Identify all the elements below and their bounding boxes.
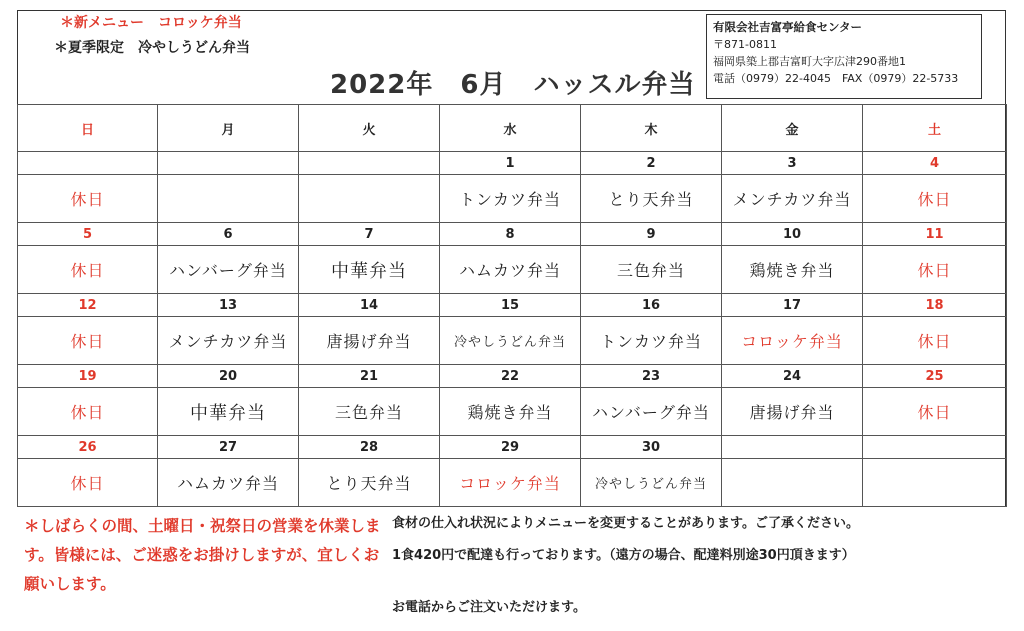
date-cell: 14: [299, 294, 440, 317]
weekday-header-row: [18, 105, 1007, 152]
menu-row: [18, 317, 1007, 365]
menu-cell: 休日: [863, 388, 1007, 436]
menu-cell: 休日: [863, 175, 1007, 223]
date-cell: 10: [722, 223, 863, 246]
date-cell: [18, 152, 158, 175]
menu-cell: [158, 175, 299, 223]
date-cell: 19: [18, 365, 158, 388]
date-cell: 13: [158, 294, 299, 317]
weekday-fri: 金: [722, 105, 863, 152]
date-cell: 28: [299, 436, 440, 459]
date-cell: 23: [581, 365, 722, 388]
date-cell: 7: [299, 223, 440, 246]
menu-cell: 休日: [18, 459, 158, 507]
date-cell: 4: [863, 152, 1007, 175]
date-cell: 24: [722, 365, 863, 388]
weekday-wed: 水: [440, 105, 581, 152]
date-cell: 11: [863, 223, 1007, 246]
menu-cell: 休日: [18, 175, 158, 223]
company-postal: 〒871-0811: [713, 38, 777, 51]
menu-cell: [299, 175, 440, 223]
menu-cell: トンカツ弁当: [581, 317, 722, 365]
date-cell: 27: [158, 436, 299, 459]
date-cell: [722, 436, 863, 459]
menu-cell: コロッケ弁当: [440, 459, 581, 507]
date-cell: 8: [440, 223, 581, 246]
menu-row: [18, 175, 1007, 223]
date-cell: 6: [158, 223, 299, 246]
menu-cell: 休日: [863, 246, 1007, 294]
date-cell: 20: [158, 365, 299, 388]
closure-notice: ＊しばらくの間、土曜日・祝祭日の営業を休業します。皆様には、ご迷惑をお掛けしますが、宜しくお願いします。: [24, 517, 381, 593]
date-cell: 21: [299, 365, 440, 388]
menu-cell: ハンバーグ弁当: [158, 246, 299, 294]
menu-cell: 冷やしうどん弁当: [581, 459, 722, 507]
date-cell: 17: [722, 294, 863, 317]
date-row: [18, 436, 1007, 459]
menu-cell: 三色弁当: [581, 246, 722, 294]
weekday-tue: 火: [299, 105, 440, 152]
page-title: 2022年 6月 ハッスル弁当: [330, 70, 696, 100]
menu-cell: 中華弁当: [158, 388, 299, 436]
menu-cell: 休日: [18, 317, 158, 365]
date-cell: 3: [722, 152, 863, 175]
company-address: 福岡県築上郡吉富町大字広津290番地1: [713, 55, 906, 68]
date-cell: [299, 152, 440, 175]
menu-cell: 鶏焼き弁当: [440, 388, 581, 436]
menu-row: [18, 459, 1007, 507]
date-row: [18, 294, 1007, 317]
menu-cell: 中華弁当: [299, 246, 440, 294]
new-menu-note: ＊新メニュー コロッケ弁当: [60, 15, 242, 31]
menu-cell: 鶏焼き弁当: [722, 246, 863, 294]
menu-cell: [863, 459, 1007, 507]
menu-change-note: 食材の仕入れ状況によりメニューを変更することがあります。ご了承ください。: [392, 516, 859, 531]
date-cell: 16: [581, 294, 722, 317]
menu-cell: とり天弁当: [299, 459, 440, 507]
menu-row: [18, 388, 1007, 436]
date-cell: 12: [18, 294, 158, 317]
menu-cell: メンチカツ弁当: [722, 175, 863, 223]
menu-cell: コロッケ弁当: [722, 317, 863, 365]
menu-cell: トンカツ弁当: [440, 175, 581, 223]
menu-cell: 冷やしうどん弁当: [440, 317, 581, 365]
date-cell: 5: [18, 223, 158, 246]
menu-cell: ハムカツ弁当: [440, 246, 581, 294]
date-cell: 22: [440, 365, 581, 388]
menu-cell: ハンバーグ弁当: [581, 388, 722, 436]
date-cell: 25: [863, 365, 1007, 388]
company-contact: 電話（0979）22-4045 FAX（0979）22-5733: [713, 72, 959, 85]
delivery-note: 1食420円で配達も行っております。（遠方の場合、配達料別途30円頂きます）: [392, 548, 855, 563]
menu-cell: 唐揚げ弁当: [299, 317, 440, 365]
date-cell: 18: [863, 294, 1007, 317]
weekday-thu: 木: [581, 105, 722, 152]
menu-cell: メンチカツ弁当: [158, 317, 299, 365]
weekday-sat: 土: [863, 105, 1007, 152]
weekday-sun: 日: [18, 105, 158, 152]
menu-cell: 休日: [18, 388, 158, 436]
menu-cell: 休日: [18, 246, 158, 294]
date-cell: [863, 436, 1007, 459]
summer-limited-note: ＊夏季限定 冷やしうどん弁当: [54, 40, 250, 56]
menu-cell: ハムカツ弁当: [158, 459, 299, 507]
order-note: お電話からご注文いただけます。: [392, 600, 586, 615]
company-info-box: [706, 14, 982, 99]
date-cell: 26: [18, 436, 158, 459]
date-cell: 2: [581, 152, 722, 175]
date-cell: [158, 152, 299, 175]
menu-row: [18, 246, 1007, 294]
menu-cell: [722, 459, 863, 507]
weekday-mon: 月: [158, 105, 299, 152]
menu-calendar: [17, 104, 1007, 507]
date-cell: 30: [581, 436, 722, 459]
date-row: [18, 365, 1007, 388]
menu-cell: 三色弁当: [299, 388, 440, 436]
menu-cell: 唐揚げ弁当: [722, 388, 863, 436]
date-cell: 29: [440, 436, 581, 459]
menu-cell: 休日: [863, 317, 1007, 365]
menu-cell: とり天弁当: [581, 175, 722, 223]
date-row: [18, 223, 1007, 246]
company-name: 有限会社吉富亭給食センター: [713, 20, 863, 34]
date-cell: 9: [581, 223, 722, 246]
date-cell: 15: [440, 294, 581, 317]
date-row: [18, 152, 1007, 175]
date-cell: 1: [440, 152, 581, 175]
